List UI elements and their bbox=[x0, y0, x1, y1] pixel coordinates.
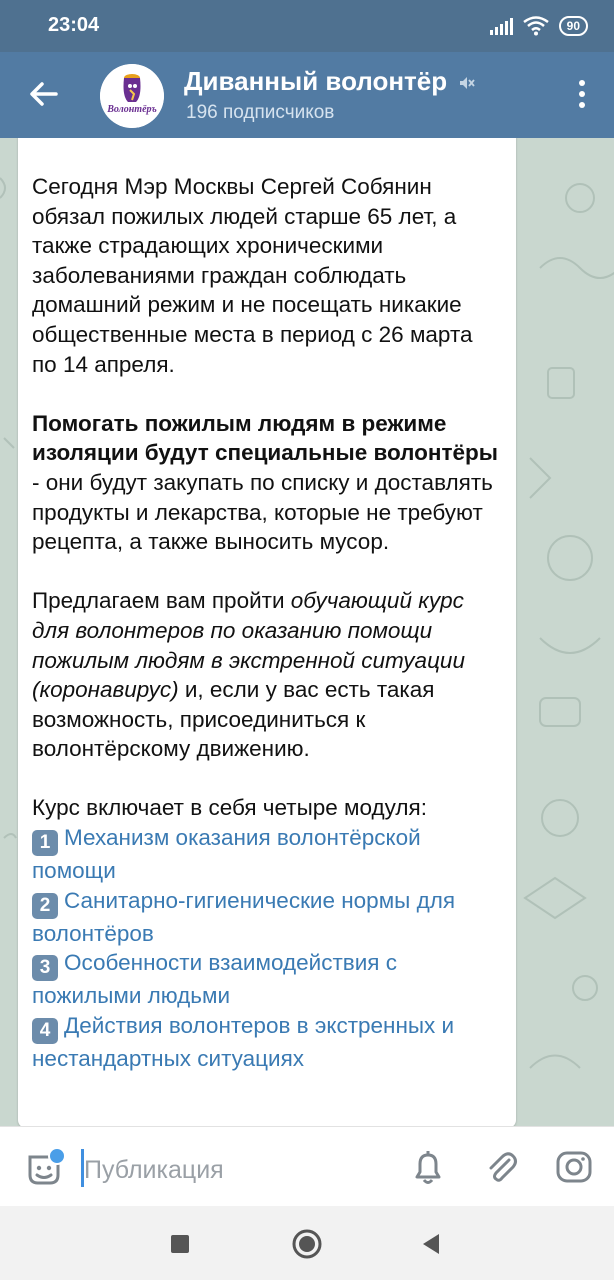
status-icons bbox=[490, 14, 588, 38]
course-intro: Курс включает в себя четыре модуля: bbox=[32, 795, 427, 821]
signal-icon bbox=[490, 17, 513, 35]
module-link-2[interactable]: Санитарно-гигиенические нормы для волонтёров bbox=[32, 887, 456, 946]
muted-speaker-icon bbox=[458, 74, 476, 92]
keycap-1-icon: 1 bbox=[32, 830, 58, 856]
keycap-3-icon: 3 bbox=[32, 955, 58, 981]
svg-text:Волонтёръ: Волонтёръ bbox=[107, 104, 157, 115]
bell-icon[interactable] bbox=[408, 1147, 448, 1187]
message-input[interactable] bbox=[84, 1153, 384, 1187]
channel-name: Диванный волонтёр bbox=[184, 66, 448, 96]
channel-header bbox=[0, 52, 614, 138]
message-bold-text: Помогать пожилым людям в режиме изоляции будут специальные волонтёры bbox=[32, 410, 499, 466]
back-arrow-icon[interactable] bbox=[26, 76, 62, 112]
back-triangle-icon[interactable] bbox=[412, 1224, 452, 1264]
paperclip-icon[interactable] bbox=[482, 1147, 522, 1187]
camera-icon[interactable] bbox=[554, 1147, 594, 1187]
module-link-1[interactable]: Механизм оказания волонтёрской помощи bbox=[32, 825, 421, 884]
channel-title[interactable] bbox=[184, 66, 476, 97]
course-modules bbox=[32, 793, 502, 1073]
status-time: 23:04 bbox=[48, 14, 100, 36]
keycap-2-icon: 2 bbox=[32, 893, 58, 919]
message-paragraph-2-rest: - они будут закупать по списку и доставлять продукты и лекарства, которые не требуют рецепта, а также выносить мусор. bbox=[32, 469, 493, 555]
keycap-4-icon: 4 bbox=[32, 1018, 58, 1044]
message-paragraph-3-end: и, если у вас есть такая возможность, присоединиться к волонтёрскому движению. bbox=[32, 677, 435, 762]
battery-icon: 90 bbox=[559, 16, 588, 36]
more-menu-icon[interactable] bbox=[578, 80, 586, 110]
wifi-icon bbox=[523, 16, 549, 36]
message-text bbox=[32, 172, 502, 1073]
message-paragraph-3-start: Предлагаем вам пройти bbox=[32, 588, 291, 614]
recents-square-icon[interactable] bbox=[160, 1224, 200, 1264]
message-italic-text: обучающий курс для волонтеров по оказанию помощи пожилым людям в экстренной ситуации (коронавирус) bbox=[32, 588, 465, 703]
status-bar bbox=[0, 0, 614, 52]
message-composer bbox=[0, 1126, 614, 1207]
home-circle-icon[interactable] bbox=[287, 1224, 327, 1264]
subscriber-count: 196 подписчиков bbox=[186, 102, 335, 123]
module-link-4[interactable]: Действия волонтеров в экстренных и нестандартных ситуациях bbox=[32, 1012, 455, 1071]
chat-area[interactable] bbox=[0, 138, 614, 1126]
module-link-3[interactable]: Особенности взаимодействия с пожилыми людьми bbox=[32, 950, 397, 1009]
message-paragraph-1: Сегодня Мэр Москвы Сергей Собянин обязал пожилых людей старше 65 лет, а также страдающих хроническими заболеваниями граждан соблюдать домашний режим и не посещать никакие общественные места в период с 26 марта по 14 апреля. bbox=[32, 174, 473, 377]
message-paragraph-2 bbox=[32, 409, 502, 557]
channel-avatar[interactable] bbox=[100, 64, 164, 128]
message-paragraph-3 bbox=[32, 586, 502, 764]
notification-dot bbox=[48, 1147, 66, 1165]
volunteer-logo bbox=[100, 64, 164, 128]
system-nav-bar bbox=[0, 1206, 614, 1280]
